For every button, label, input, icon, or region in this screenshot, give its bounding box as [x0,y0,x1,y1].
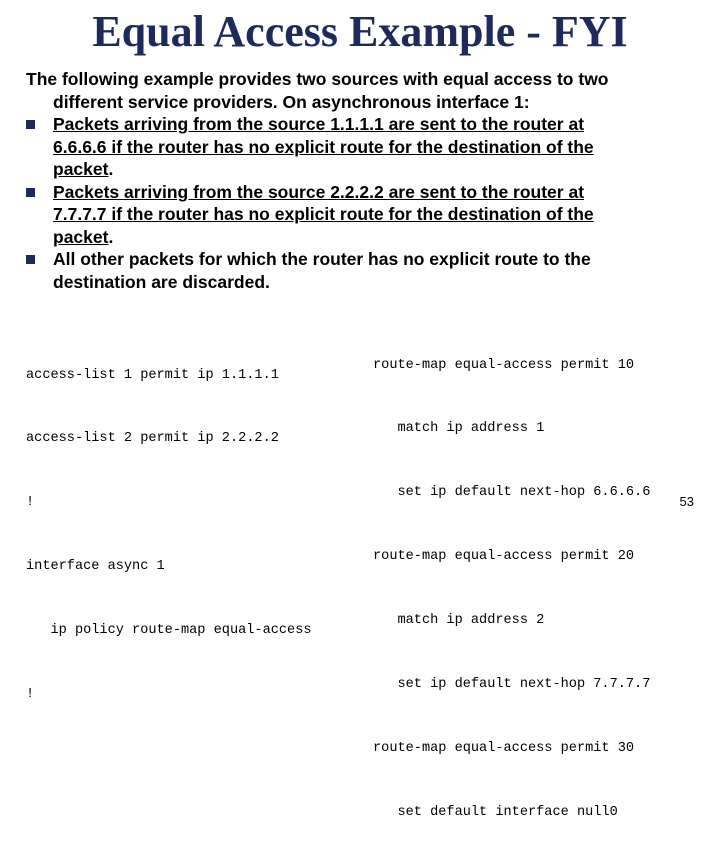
code-line: set default interface null0 [373,804,618,820]
square-bullet-icon [26,255,35,264]
intro-line-1: The following example provides two sources with equal access to two [26,69,609,89]
config-code-left [26,322,312,727]
bullet-2-line-2: 7.7.7.7 if the router has no explicit route for the destination of the [53,204,594,224]
bullet-item-3 [26,248,706,293]
code-line: set ip default next-hop 6.6.6.6 [373,485,651,501]
bullet-3-line-1: All other packets for which the router has no explicit route to the [53,249,591,269]
square-bullet-icon [26,188,35,197]
bullet-3-line-2: destination are discarded. [53,271,270,292]
bullet-2-line-3: packet [53,226,109,247]
slide-title: Equal Access Example - FYI [92,7,628,56]
square-bullet-icon [26,120,35,129]
code-line: ip policy route-map equal-access [26,623,312,639]
code-line: set ip default next-hop 7.7.7.7 [373,677,651,693]
bullet-1-line-1: Packets arriving from the source 1.1.1.1 are sent to the router at [53,114,585,134]
slide-body [26,68,706,293]
code-line: ! [26,495,35,511]
code-line: ! [26,687,35,703]
bullet-2-line-1: Packets arriving from the source 2.2.2.2 are sent to the router at [53,181,585,202]
code-line: route-map equal-access permit 20 [373,549,635,565]
bullet-1-line-3: packet [53,159,109,179]
code-line: interface async 1 [26,559,165,575]
code-line: route-map equal-access permit 30 [373,740,635,756]
code-line: access-list 1 permit ip 1.1.1.1 [26,367,279,383]
intro-line-2: different service providers. On asynchronous interface 1: [53,91,530,112]
code-line: match ip address 2 [373,613,545,629]
bullet-item-2 [26,181,706,249]
bullet-2-tail: . [108,226,114,247]
code-line: route-map equal-access permit 10 [373,357,635,373]
bullet-1-line-2: 6.6.6.6 if the router has no explicit route for the destination of the [53,136,594,157]
code-line: access-list 2 permit ip 2.2.2.2 [26,431,279,447]
code-line: match ip address 1 [373,421,545,437]
bullet-item-1 [26,113,706,181]
bullet-1-tail: . [108,159,114,179]
config-code-right [373,312,650,844]
page-number: 53 [679,494,694,509]
